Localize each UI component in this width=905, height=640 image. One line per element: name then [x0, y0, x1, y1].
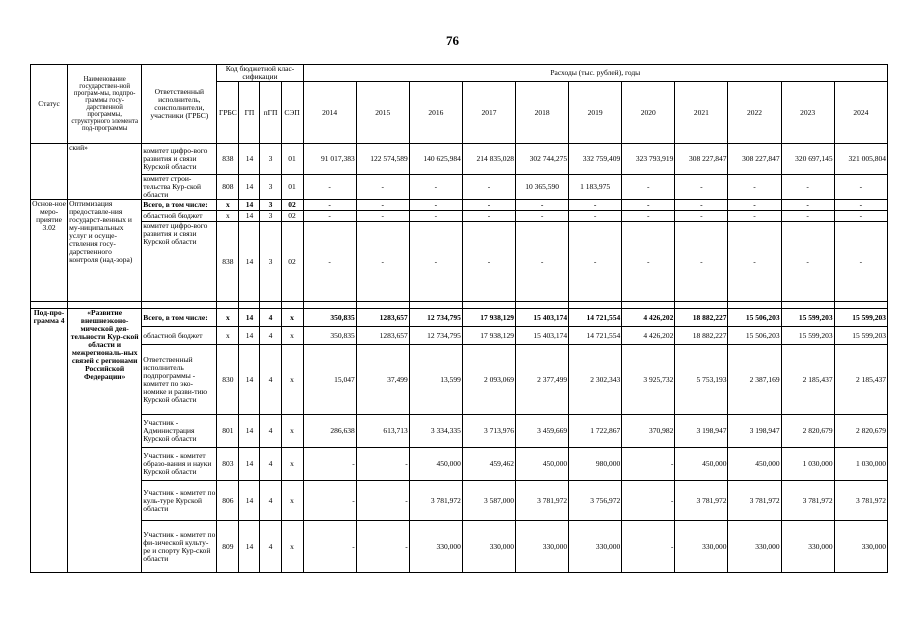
value-cell: 4 426,202 [622, 327, 675, 345]
value-cell: 13,599 [409, 345, 462, 415]
gp-cell: 14 [239, 481, 260, 521]
status-cell: Под-про-грамма 4 [31, 309, 68, 573]
value-cell: 17 938,129 [462, 327, 515, 345]
value-cell: 1 722,867 [569, 415, 622, 448]
value-cell: 15 599,203 [781, 327, 834, 345]
value-cell: 2 377,499 [516, 345, 569, 415]
grbs-cell: x [217, 309, 239, 327]
value-cell: 17 938,129 [462, 309, 515, 327]
value-cell: 122 574,589 [356, 144, 409, 175]
empty-cell [142, 302, 217, 309]
empty-cell [281, 302, 303, 309]
value-cell: - [834, 175, 887, 200]
header-code-2: пГП [260, 82, 281, 144]
value-cell: 2 820,679 [781, 415, 834, 448]
empty-cell [516, 302, 569, 309]
header-year-2023: 2023 [781, 82, 834, 144]
pgp-cell: 4 [260, 345, 281, 415]
header-year-2022: 2022 [728, 82, 781, 144]
value-cell: 370,982 [622, 415, 675, 448]
value-cell: 14 721,554 [569, 309, 622, 327]
header-year-2014: 2014 [303, 82, 356, 144]
value-cell: 15,047 [303, 345, 356, 415]
executor-cell: Всего, в том числе: [142, 309, 217, 327]
header-budget-code: Код бюджетной клас-сификации [217, 65, 303, 82]
pgp-cell: 3 [260, 175, 281, 200]
value-cell: - [834, 222, 887, 302]
gp-cell: 14 [239, 415, 260, 448]
value-cell: 214 835,028 [462, 144, 515, 175]
budget-table [30, 64, 888, 573]
pgp-cell: 4 [260, 309, 281, 327]
value-cell: 12 734,795 [409, 309, 462, 327]
value-cell: 320 697,145 [781, 144, 834, 175]
empty-cell [303, 302, 356, 309]
table-row [31, 415, 888, 448]
value-cell: - [356, 448, 409, 481]
pgp-cell: 4 [260, 521, 281, 573]
value-cell: 3 781,972 [728, 481, 781, 521]
value-cell: - [728, 211, 781, 222]
executor-cell: Участник - Администрация Курской области [142, 415, 217, 448]
table-row [31, 200, 888, 211]
value-cell: - [356, 211, 409, 222]
value-cell: 1 183,975 [569, 175, 622, 200]
grbs-cell: 838 [217, 144, 239, 175]
header-code-1: ГП [239, 82, 260, 144]
executor-cell: Участник - комитет по куль-туре Курской области [142, 481, 217, 521]
value-cell: - [462, 211, 515, 222]
value-cell: 3 781,972 [516, 481, 569, 521]
table-row [31, 448, 888, 481]
empty-cell [68, 302, 142, 309]
value-cell: - [303, 211, 356, 222]
sep-cell: x [281, 448, 303, 481]
sep-cell: 02 [281, 222, 303, 302]
empty-cell [462, 302, 515, 309]
value-cell: - [675, 200, 728, 211]
value-cell: - [303, 448, 356, 481]
value-cell: - [409, 211, 462, 222]
sep-cell: x [281, 481, 303, 521]
value-cell: - [728, 222, 781, 302]
sep-cell: 02 [281, 200, 303, 211]
value-cell: 450,000 [675, 448, 728, 481]
table-row [31, 144, 888, 175]
value-cell: - [356, 222, 409, 302]
value-cell: - [462, 222, 515, 302]
executor-cell: областной бюджет [142, 211, 217, 222]
value-cell: 330,000 [462, 521, 515, 573]
gp-cell: 14 [239, 144, 260, 175]
empty-cell [356, 302, 409, 309]
header-year-2020: 2020 [622, 82, 675, 144]
empty-cell [260, 302, 281, 309]
value-cell: 2 387,169 [728, 345, 781, 415]
grbs-cell: x [217, 211, 239, 222]
empty-cell [834, 302, 887, 309]
grbs-cell: x [217, 200, 239, 211]
value-cell: 330,000 [781, 521, 834, 573]
sep-cell: x [281, 327, 303, 345]
value-cell: - [675, 175, 728, 200]
value-cell: 323 793,919 [622, 144, 675, 175]
executor-cell: комитет цифро-вого развития и связи Курской области [142, 222, 217, 302]
value-cell: 18 882,227 [675, 309, 728, 327]
gp-cell: 14 [239, 448, 260, 481]
executor-cell: Участник - комитет образо-вания и науки Курской области [142, 448, 217, 481]
value-cell: - [781, 175, 834, 200]
value-cell: - [569, 222, 622, 302]
value-cell: 15 506,203 [728, 309, 781, 327]
value-cell: - [728, 175, 781, 200]
value-cell: 3 198,947 [675, 415, 728, 448]
value-cell: - [622, 200, 675, 211]
header-year-2018: 2018 [516, 82, 569, 144]
gp-cell: 14 [239, 211, 260, 222]
value-cell: - [675, 222, 728, 302]
value-cell: 4 426,202 [622, 309, 675, 327]
header-executor: Ответственный исполнитель, соисполнители, участники (ГРБС) [142, 65, 217, 144]
value-cell: 3 756,972 [569, 481, 622, 521]
value-cell: 3 713,976 [462, 415, 515, 448]
value-cell: - [622, 481, 675, 521]
value-cell: 15 506,203 [728, 327, 781, 345]
value-cell: - [834, 211, 887, 222]
value-cell: - [356, 175, 409, 200]
value-cell: 330,000 [569, 521, 622, 573]
empty-cell [217, 302, 239, 309]
value-cell: - [622, 222, 675, 302]
value-cell: 2 820,679 [834, 415, 887, 448]
value-cell: - [622, 175, 675, 200]
table-row [31, 481, 888, 521]
value-cell: 3 781,972 [409, 481, 462, 521]
value-cell: - [675, 211, 728, 222]
value-cell: 3 781,972 [834, 481, 887, 521]
header-status: Статус [31, 65, 68, 144]
empty-cell [728, 302, 781, 309]
value-cell: - [728, 200, 781, 211]
value-cell: 330,000 [728, 521, 781, 573]
value-cell: 10 365,590 [516, 175, 569, 200]
pgp-cell: 4 [260, 481, 281, 521]
value-cell: 321 005,804 [834, 144, 887, 175]
empty-cell [409, 302, 462, 309]
executor-cell: комитет цифро-вого развития и связи Курской области [142, 144, 217, 175]
value-cell: 18 882,227 [675, 327, 728, 345]
header-year-2015: 2015 [356, 82, 409, 144]
value-cell: 14 721,554 [569, 327, 622, 345]
value-cell: 15 599,203 [781, 309, 834, 327]
value-cell: 140 625,984 [409, 144, 462, 175]
value-cell: 2 185,437 [834, 345, 887, 415]
value-cell: - [781, 200, 834, 211]
value-cell: 2 093,069 [462, 345, 515, 415]
value-cell: 15 403,174 [516, 309, 569, 327]
value-cell: 3 587,000 [462, 481, 515, 521]
sep-cell: 02 [281, 211, 303, 222]
page-number: 76 [446, 33, 459, 48]
value-cell: 1 030,000 [781, 448, 834, 481]
value-cell: - [622, 211, 675, 222]
value-cell: - [303, 175, 356, 200]
value-cell: 15 403,174 [516, 327, 569, 345]
header-year-2016: 2016 [409, 82, 462, 144]
grbs-cell: 808 [217, 175, 239, 200]
value-cell: 15 599,203 [834, 309, 887, 327]
value-cell: - [356, 200, 409, 211]
sep-cell: 01 [281, 144, 303, 175]
value-cell: - [356, 521, 409, 573]
value-cell: 308 227,847 [728, 144, 781, 175]
value-cell: 450,000 [728, 448, 781, 481]
gp-cell: 14 [239, 222, 260, 302]
header-year-2017: 2017 [462, 82, 515, 144]
value-cell: 332 759,409 [569, 144, 622, 175]
grbs-cell: 803 [217, 448, 239, 481]
value-cell: 350,835 [303, 309, 356, 327]
value-cell: 3 198,947 [728, 415, 781, 448]
value-cell: - [781, 211, 834, 222]
value-cell: - [303, 222, 356, 302]
status-cell [31, 144, 68, 200]
header-expenses: Расходы (тыс. рублей), годы [303, 65, 887, 82]
executor-cell: Всего, в том числе: [142, 200, 217, 211]
value-cell: 459,462 [462, 448, 515, 481]
executor-cell: комитет строи-тельства Кур-ской области [142, 175, 217, 200]
pgp-cell: 3 [260, 200, 281, 211]
grbs-cell: 806 [217, 481, 239, 521]
value-cell: 3 925,732 [622, 345, 675, 415]
header-year-2024: 2024 [834, 82, 887, 144]
gp-cell: 14 [239, 345, 260, 415]
value-cell: - [622, 521, 675, 573]
value-cell: 2 185,437 [781, 345, 834, 415]
table-header [31, 65, 888, 144]
empty-cell [569, 302, 622, 309]
empty-cell [239, 302, 260, 309]
value-cell: - [834, 200, 887, 211]
value-cell: 302 744,275 [516, 144, 569, 175]
pgp-cell: 3 [260, 211, 281, 222]
pgp-cell: 3 [260, 222, 281, 302]
value-cell: 308 227,847 [675, 144, 728, 175]
table-row [31, 211, 888, 222]
program-name-cell: «Развитие внешнеэконо-мической дея-тельности Кур-ской области и межрегиональ-ных связей с регионами Российской Федерации» [68, 309, 142, 573]
executor-cell: Ответственный исполнитель подпрограммы - комитет по эко-номике и разви-тию Курской области [142, 345, 217, 415]
value-cell: 286,638 [303, 415, 356, 448]
grbs-cell: 838 [217, 222, 239, 302]
value-cell: - [569, 200, 622, 211]
value-cell: 330,000 [675, 521, 728, 573]
pgp-cell: 4 [260, 448, 281, 481]
value-cell: 450,000 [516, 448, 569, 481]
table-row [31, 345, 888, 415]
value-cell: 37,499 [356, 345, 409, 415]
sep-cell: x [281, 521, 303, 573]
table-row [31, 521, 888, 573]
table-row [31, 175, 888, 200]
executor-cell: Участник - комитет по фи-зической культу-ре и спорту Кур-ской области [142, 521, 217, 573]
program-name-cell: Оптимизация предоставле-ния государст-венных и му-ниципальных услуг и осуще-ствления госу-дарственного контроля (над-зора) [68, 200, 142, 302]
value-cell: - [569, 211, 622, 222]
gp-cell: 14 [239, 327, 260, 345]
pgp-cell: 3 [260, 144, 281, 175]
value-cell: 3 334,335 [409, 415, 462, 448]
value-cell: - [516, 211, 569, 222]
value-cell: - [622, 448, 675, 481]
empty-cell [31, 302, 68, 309]
value-cell: 2 302,343 [569, 345, 622, 415]
header-year-2021: 2021 [675, 82, 728, 144]
pgp-cell: 4 [260, 415, 281, 448]
pgp-cell: 4 [260, 327, 281, 345]
gp-cell: 14 [239, 175, 260, 200]
value-cell: 1283,657 [356, 327, 409, 345]
table-row [31, 222, 888, 302]
grbs-cell: x [217, 327, 239, 345]
grbs-cell: 830 [217, 345, 239, 415]
empty-cell [675, 302, 728, 309]
empty-cell [781, 302, 834, 309]
value-cell: 15 599,203 [834, 327, 887, 345]
value-cell: 3 781,972 [781, 481, 834, 521]
value-cell: - [409, 175, 462, 200]
grbs-cell: 809 [217, 521, 239, 573]
value-cell: - [409, 200, 462, 211]
status-cell: Основ-ное меро-приятие 3.02 [31, 200, 68, 302]
sep-cell: x [281, 309, 303, 327]
header-year-2019: 2019 [569, 82, 622, 144]
sep-cell: x [281, 415, 303, 448]
header-name: Наименование государствен-ной програм-мы, подпро-граммы госу-дарственной программы, структурного элемента под-программы [68, 65, 142, 144]
value-cell: - [462, 175, 515, 200]
empty-cell [622, 302, 675, 309]
value-cell: 350,835 [303, 327, 356, 345]
value-cell: 330,000 [409, 521, 462, 573]
value-cell: - [516, 200, 569, 211]
value-cell: 450,000 [409, 448, 462, 481]
value-cell: 613,713 [356, 415, 409, 448]
value-cell: 1283,657 [356, 309, 409, 327]
value-cell: 980,000 [569, 448, 622, 481]
value-cell: - [303, 200, 356, 211]
gp-cell: 14 [239, 200, 260, 211]
sep-cell: 01 [281, 175, 303, 200]
value-cell: 330,000 [834, 521, 887, 573]
value-cell: 330,000 [516, 521, 569, 573]
value-cell: - [781, 222, 834, 302]
value-cell: - [516, 222, 569, 302]
gp-cell: 14 [239, 521, 260, 573]
value-cell: 3 459,669 [516, 415, 569, 448]
grbs-cell: 801 [217, 415, 239, 448]
value-cell: - [303, 481, 356, 521]
value-cell: 1 030,000 [834, 448, 887, 481]
value-cell: 5 753,193 [675, 345, 728, 415]
table-row [31, 327, 888, 345]
gp-cell: 14 [239, 309, 260, 327]
header-code-0: ГРБС [217, 82, 239, 144]
program-name-cell: ский» [68, 144, 142, 200]
value-cell: - [462, 200, 515, 211]
header-code-3: СЭП [281, 82, 303, 144]
value-cell: - [356, 481, 409, 521]
value-cell: - [409, 222, 462, 302]
executor-cell: областной бюджет [142, 327, 217, 345]
sep-cell: x [281, 345, 303, 415]
table-row [31, 309, 888, 327]
separator-row [31, 302, 888, 309]
value-cell: 12 734,795 [409, 327, 462, 345]
value-cell: 91 017,383 [303, 144, 356, 175]
value-cell: 3 781,972 [675, 481, 728, 521]
value-cell: - [303, 521, 356, 573]
